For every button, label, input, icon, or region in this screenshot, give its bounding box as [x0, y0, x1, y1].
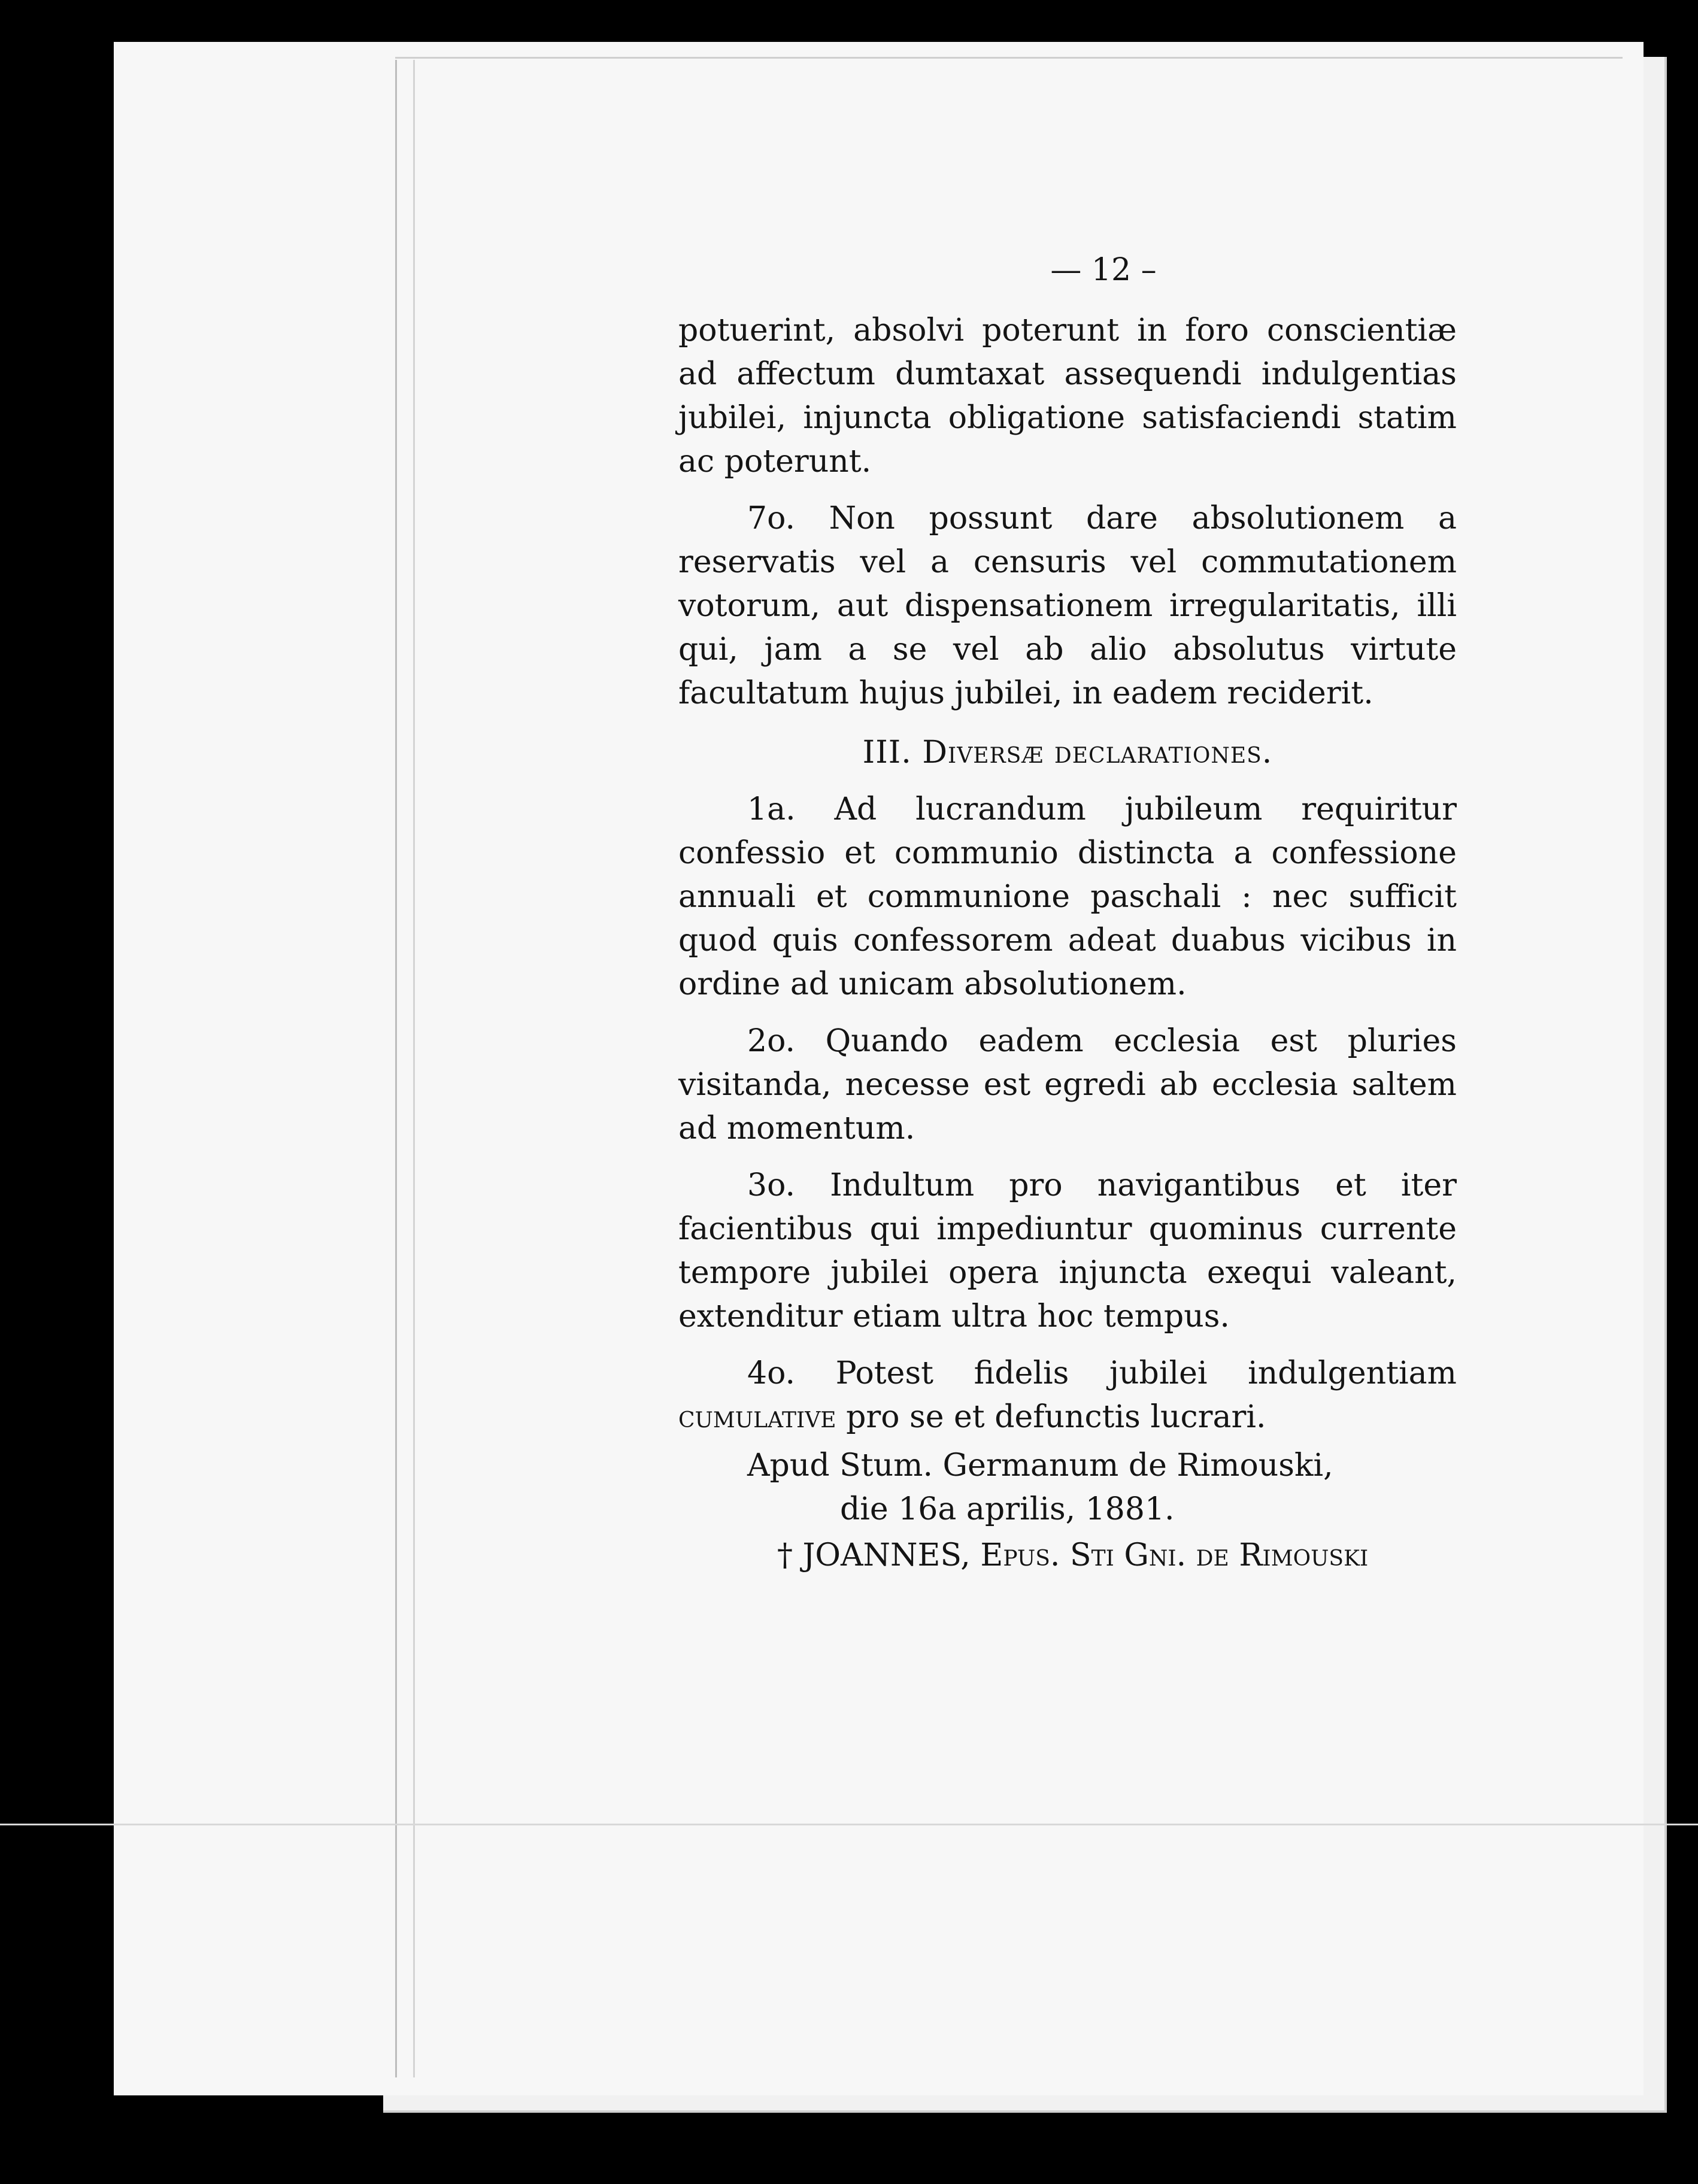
- fold-line: [413, 60, 415, 2077]
- paragraph-4o-text: 4o. Potest fidelis jubilei indulgentiam: [747, 1355, 1457, 1391]
- page-top-edge: [395, 57, 1623, 59]
- signature-date: die 16a aprilis, 1881.: [840, 1491, 1175, 1527]
- text-column: [678, 248, 1457, 1578]
- paragraph-3o: 3o. Indultum pro navigantibus et iter facientibus qui impediuntur quominus currente tempore jubilei opera injuncta exequi valeant, extenditur etiam ultra hoc tempus.: [678, 1167, 1457, 1334]
- signature-place: Apud Stum. Germanum de Rimouski,: [747, 1448, 1333, 1484]
- signature-title: Epus. Sti Gni. de Rimouski: [980, 1537, 1369, 1573]
- section-heading: III. Diversæ declarationes.: [862, 735, 1273, 771]
- paragraph-2o: 2o. Quando eadem ecclesia est pluries visitanda, necesse est egredi ab ecclesia saltem ad momentum.: [678, 1023, 1457, 1146]
- signature-name: † JOANNES,: [777, 1537, 971, 1573]
- signature-line: [678, 1534, 1457, 1578]
- scan-line-artifact: [0, 1824, 1698, 1825]
- paragraph-4o-small-caps: cumulative: [678, 1399, 836, 1435]
- paragraph-intro: potuerint, absolvi poterunt in foro conscientiæ ad affectum dumtaxat assequendi indulgentias jubilei, injuncta obligatione satisfaciendi statim ac poterunt.: [678, 313, 1457, 480]
- paragraph-1a: 1a. Ad lucrandum jubileum requiritur confessio et communio distincta a confessione annuali et communione paschali : nec sufficit quod quis confessorem adeat duabus vicibus in ordine ad unicam absolutionem.: [678, 791, 1457, 1002]
- paragraph-7o: 7o. Non possunt dare absolutionem a reservatis vel a censuris vel commutationem votorum, aut dispensationem irregularitatis, illi qui, jam a se vel ab alio absolutus virtute facultatum hujus jubilei, in eadem reciderit.: [678, 500, 1457, 711]
- fold-line: [395, 60, 397, 2077]
- page-number: — 12 –: [1050, 252, 1157, 288]
- paragraph-4o: [678, 1352, 1457, 1439]
- paragraph-4o-text-end: pro se et defunctis lucrari.: [846, 1399, 1266, 1435]
